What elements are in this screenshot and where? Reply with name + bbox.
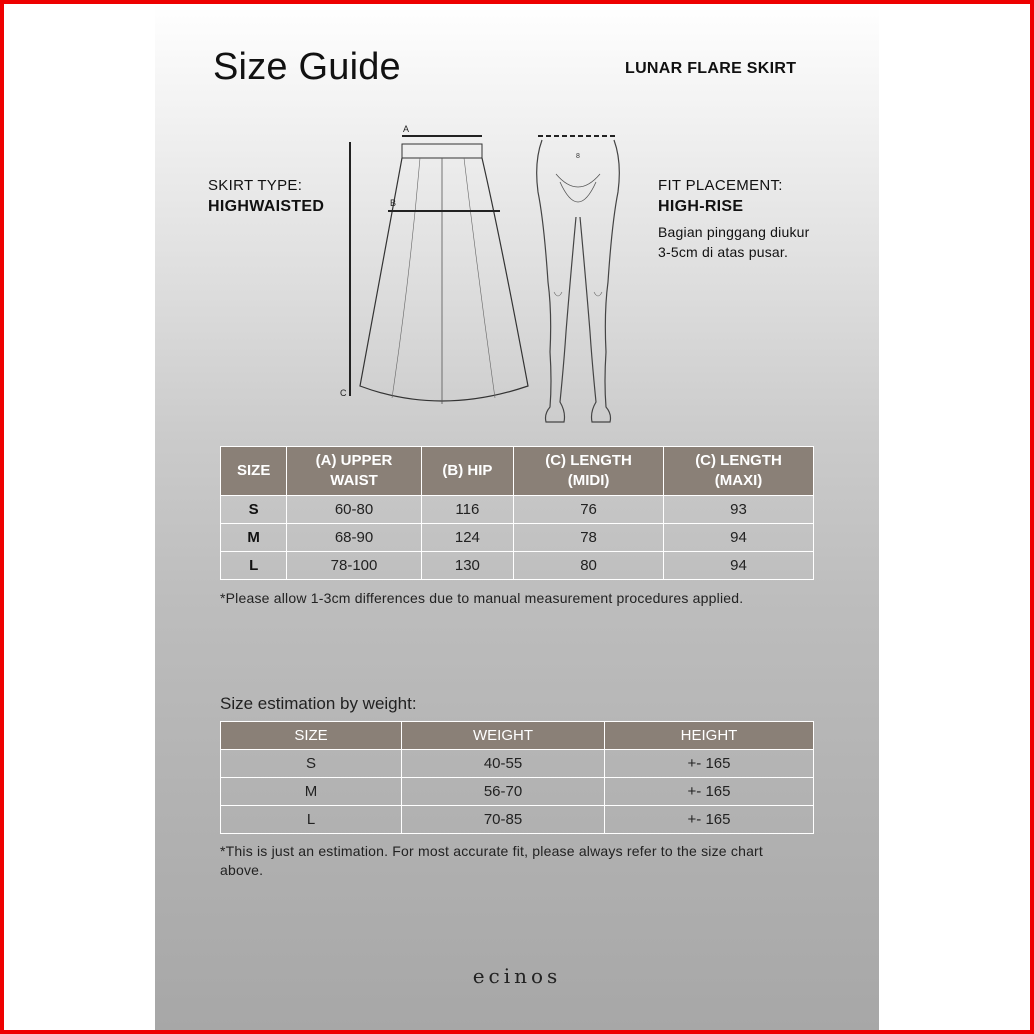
- estimation-note-line2: above.: [220, 862, 264, 878]
- cell-weight: 70-85: [402, 806, 605, 834]
- page-title: Size Guide: [213, 46, 401, 88]
- cell-size: S: [221, 496, 287, 524]
- cell-size: M: [221, 524, 287, 552]
- header-size: SIZE: [221, 447, 287, 496]
- fit-placement-value: HIGH-RISE: [658, 198, 744, 215]
- cell-height: +- 165: [605, 806, 814, 834]
- label-c: C: [340, 388, 347, 398]
- skirt-type-label: SKIRT TYPE:: [208, 177, 303, 194]
- weight-table: [220, 721, 814, 834]
- size-table-header: [221, 447, 814, 496]
- cell-height: +- 165: [605, 778, 814, 806]
- cell-length-midi: 80: [514, 552, 664, 580]
- header-weight: WEIGHT: [402, 722, 605, 750]
- skirt-diagram: [330, 116, 530, 416]
- table-row: [221, 778, 814, 806]
- skirt-type-value: HIGHWAISTED: [208, 198, 325, 215]
- header-length-midi: (C) LENGTH (MIDI): [514, 447, 664, 496]
- size-guide-sheet: [155, 4, 879, 1030]
- measurement-note: *Please allow 1-3cm differences due to manual measurement procedures applied.: [220, 590, 744, 606]
- table-row: [221, 496, 814, 524]
- cell-size: S: [221, 750, 402, 778]
- label-a: A: [403, 124, 410, 134]
- cell-height: +- 165: [605, 750, 814, 778]
- header-height: HEIGHT: [605, 722, 814, 750]
- table-row: [221, 552, 814, 580]
- table-row: [221, 524, 814, 552]
- label-b: B: [390, 198, 397, 208]
- weight-estimation-title: Size estimation by weight:: [220, 694, 417, 713]
- cell-hip: 116: [421, 496, 513, 524]
- cell-upper-waist: 78-100: [287, 552, 421, 580]
- cell-weight: 40-55: [402, 750, 605, 778]
- header-hip: (B) HIP: [421, 447, 513, 496]
- cell-length-maxi: 93: [664, 496, 814, 524]
- header-length-maxi: (C) LENGTH (MAXI): [664, 447, 814, 496]
- cell-hip: 130: [421, 552, 513, 580]
- cell-size: M: [221, 778, 402, 806]
- cell-hip: 124: [421, 524, 513, 552]
- cell-length-midi: 78: [514, 524, 664, 552]
- weight-table-header: [221, 722, 814, 750]
- cell-length-maxi: 94: [664, 552, 814, 580]
- header-size: SIZE: [221, 722, 402, 750]
- cell-upper-waist: 60-80: [287, 496, 421, 524]
- body-diagram: [530, 122, 640, 427]
- brand-logo: ecinos: [472, 964, 562, 988]
- cell-weight: 56-70: [402, 778, 605, 806]
- fit-description-1: Bagian pinggang diukur: [658, 224, 810, 240]
- cell-size: L: [221, 806, 402, 834]
- product-name: LUNAR FLARE SKIRT: [625, 60, 797, 77]
- estimation-note-line1: *This is just an estimation. For most accurate fit, please always refer to the size chart: [220, 843, 764, 859]
- fit-placement-label: FIT PLACEMENT:: [658, 177, 783, 194]
- fit-description-2: 3-5cm di atas pusar.: [658, 244, 789, 260]
- table-row: [221, 806, 814, 834]
- table-row: [221, 750, 814, 778]
- navel-mark: 8: [576, 153, 580, 160]
- cell-length-maxi: 94: [664, 524, 814, 552]
- cell-size: L: [221, 552, 287, 580]
- size-table: [220, 446, 814, 580]
- header-upper-waist: (A) UPPER WAIST: [287, 447, 421, 496]
- cell-upper-waist: 68-90: [287, 524, 421, 552]
- cell-length-midi: 76: [514, 496, 664, 524]
